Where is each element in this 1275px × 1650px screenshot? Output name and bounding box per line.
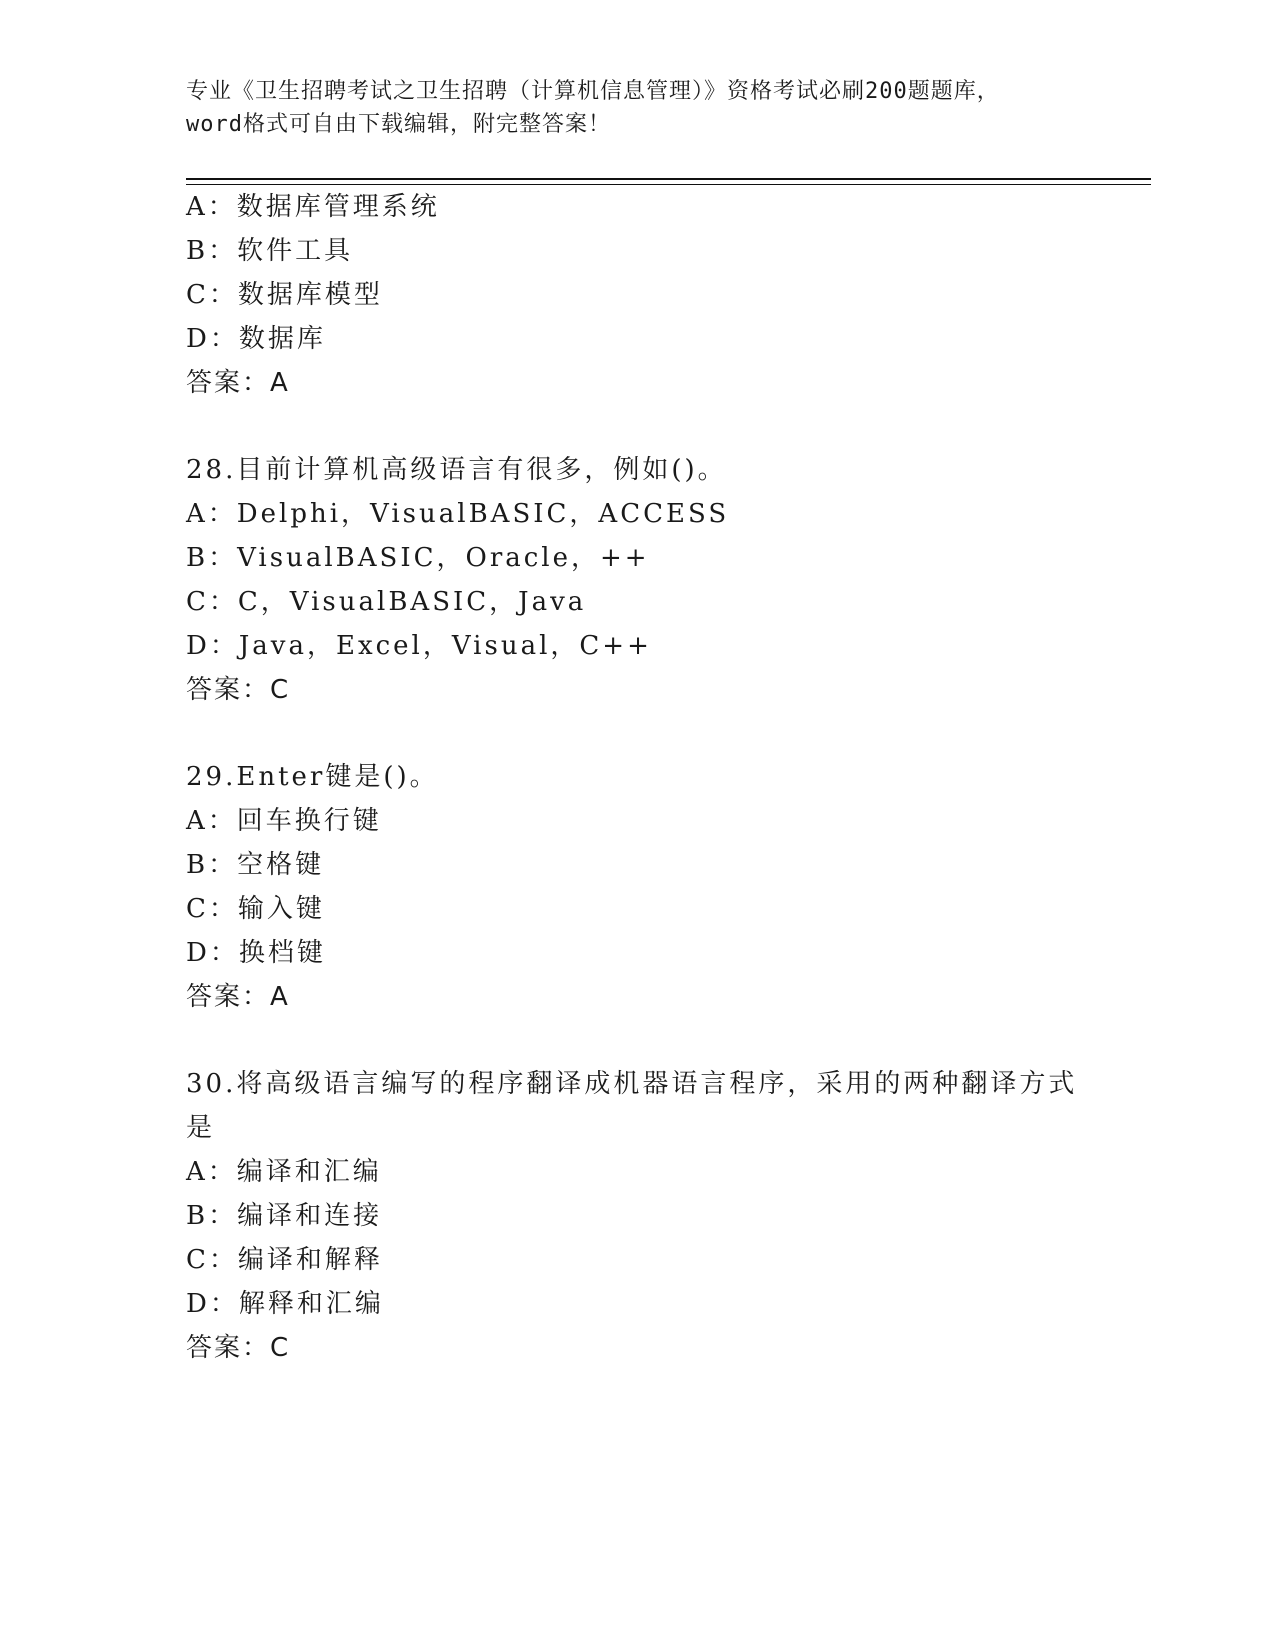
document-header bbox=[186, 75, 1086, 141]
q28-question: 28.目前计算机高级语言有很多，例如()。 bbox=[186, 455, 727, 485]
q28-option-d: D：Java，Excel，Visual，C++ bbox=[186, 631, 652, 661]
q27-option-a: A：数据库管理系统 bbox=[186, 192, 440, 222]
header-divider-thin bbox=[186, 184, 1151, 185]
q29-question: 29.Enter键是()。 bbox=[186, 762, 439, 792]
q29-answer: 答案：A bbox=[186, 982, 290, 1012]
q30-option-a: A：编译和汇编 bbox=[186, 1157, 382, 1187]
header-title-line-1: 专业《卫生招聘考试之卫生招聘（计算机信息管理）》资格考试必刷200题题库， bbox=[186, 79, 1000, 104]
q27-option-c: C：数据库模型 bbox=[186, 280, 383, 310]
q30-option-c: C：编译和解释 bbox=[186, 1245, 383, 1275]
q29-option-c: C：输入键 bbox=[186, 894, 325, 924]
header-divider-thick bbox=[186, 178, 1151, 180]
q27-option-d: D：数据库 bbox=[186, 324, 326, 354]
q27-answer: 答案：A bbox=[186, 368, 290, 398]
q30-option-d: D：解释和汇编 bbox=[186, 1289, 384, 1319]
q30-question-line-2: 是 bbox=[186, 1113, 216, 1143]
q28-answer: 答案：C bbox=[186, 675, 291, 705]
q30-question-line-1: 30.将高级语言编写的程序翻译成机器语言程序，采用的两种翻译方式 bbox=[186, 1069, 1078, 1099]
q29-option-d: D：换档键 bbox=[186, 938, 326, 968]
header-title-line-2: word格式可自由下载编辑，附完整答案！ bbox=[186, 112, 611, 137]
q30-option-b: B：编译和连接 bbox=[186, 1201, 383, 1231]
q28-option-a: A：Delphi，VisualBASIC，ACCESS bbox=[186, 499, 730, 529]
q29-option-a: A：回车换行键 bbox=[186, 806, 382, 836]
q30-answer: 答案：C bbox=[186, 1333, 291, 1363]
q28-option-c: C：C，VisualBASIC，Java bbox=[186, 587, 587, 617]
q29-option-b: B：空格键 bbox=[186, 850, 325, 880]
q27-option-b: B：软件工具 bbox=[186, 236, 354, 266]
q28-option-b: B：VisualBASIC，Oracle，++ bbox=[186, 543, 650, 573]
